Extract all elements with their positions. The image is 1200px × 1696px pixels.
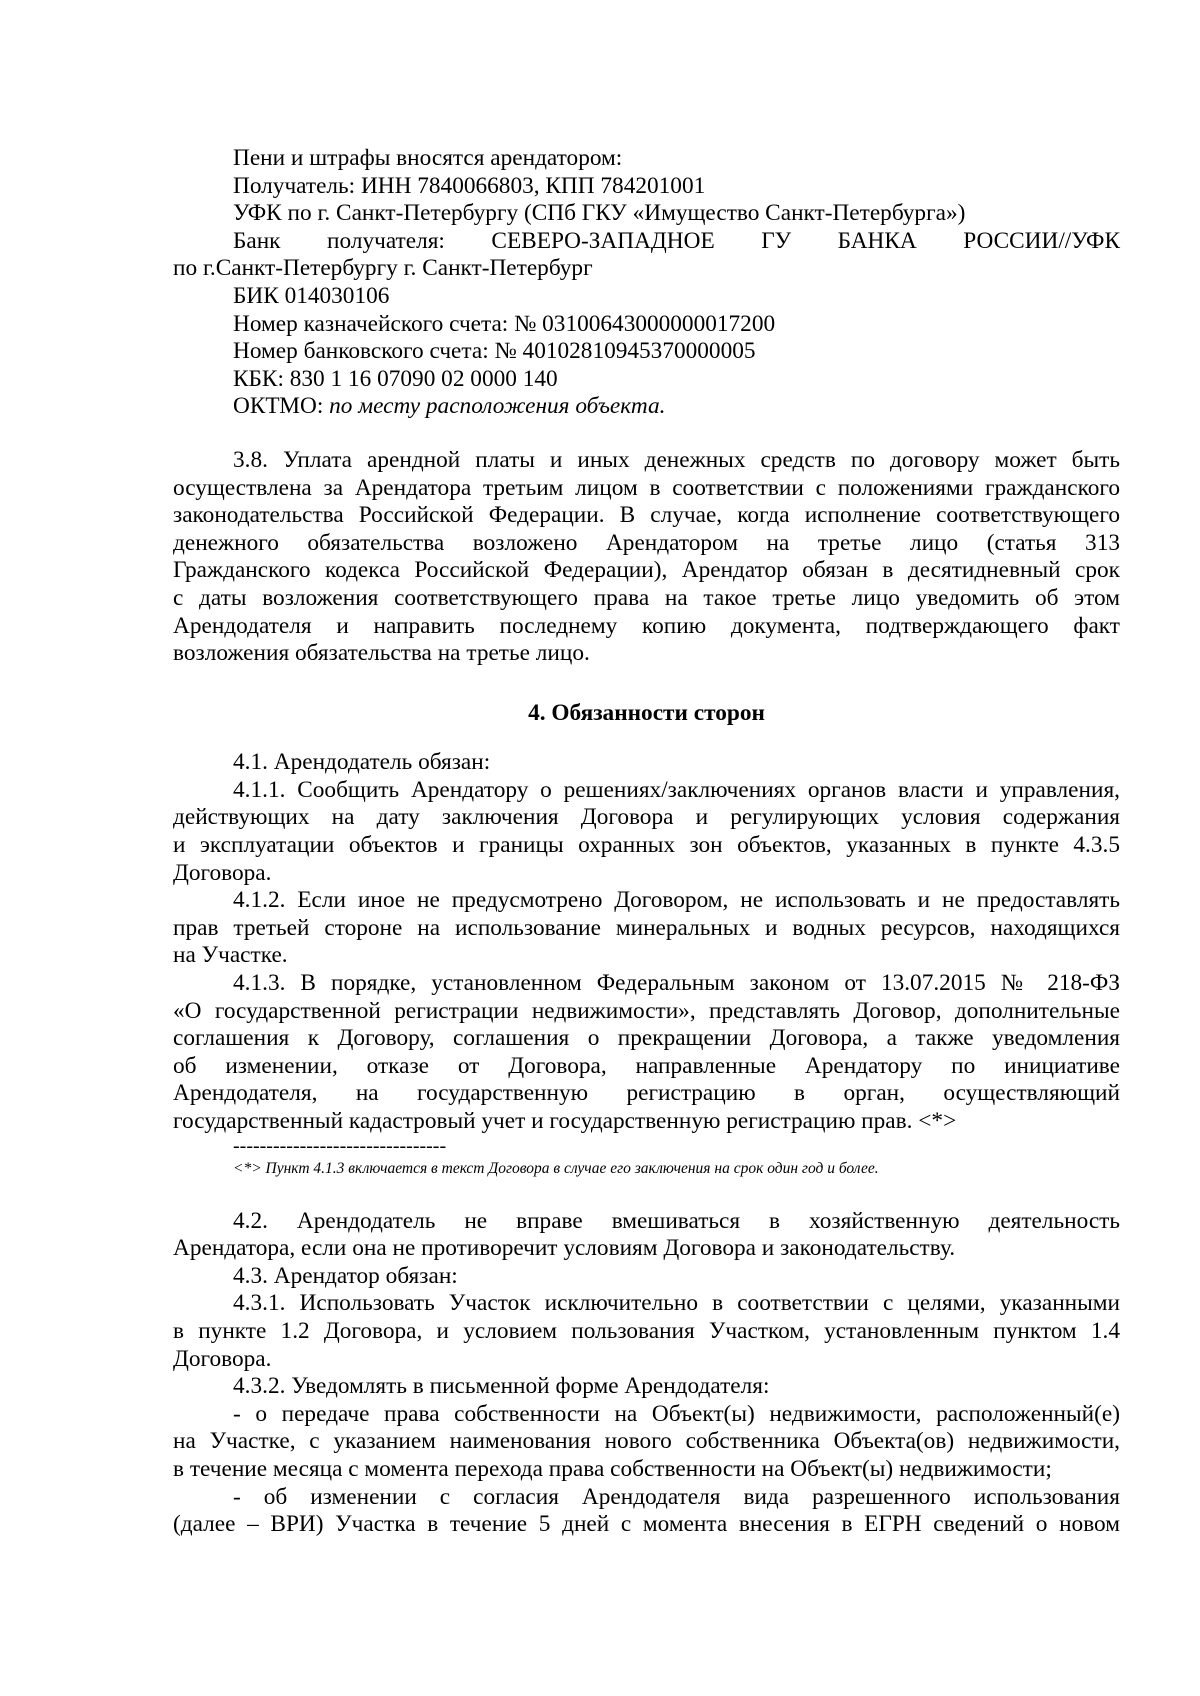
recipient-line: Получатель: ИНН 7840066803, КПП 784201001	[233, 172, 706, 199]
p411-line: Договора.	[173, 859, 272, 886]
treasury-account-line: Номер казначейского счета: № 03100643000000017200	[233, 310, 776, 337]
p38-line: Гражданского кодекса Российской Федерации), Арендатор обязан в десятидневный срок	[173, 557, 1120, 584]
p411-line: и эксплуатации объектов и границы охранных зон объектов, указанных в пункте 4.3.5	[173, 832, 1120, 859]
paragraph-4-2	[173, 1208, 1120, 1263]
p412-line: прав третьей стороне на использование минеральных и водных ресурсов, находящихся	[173, 914, 1120, 941]
paragraph-3-8	[173, 447, 1120, 668]
section-4-heading: 4. Обязанности сторон	[528, 699, 765, 726]
footnote-separator: --------------------------------	[233, 1134, 447, 1157]
p43: 4.3. Арендатор обязан:	[233, 1262, 458, 1289]
paragraph-4-1-1	[173, 777, 1120, 887]
p432a-line: на Участке, с указанием наименования нового собственника Объекта(ов) недвижимости,	[173, 1428, 1120, 1455]
bik-line: БИК 014030106	[233, 282, 390, 309]
p432b-line: (далее – ВРИ) Участка в течение 5 дней с момента внесения в ЕГРН сведений о новом	[173, 1511, 1120, 1538]
payment-details	[173, 145, 1120, 421]
p432a-line: в течение месяца с момента перехода права собственности на Объект(ы) недвижимости;	[173, 1455, 1052, 1482]
p413-line: «О государственной регистрации недвижимости», представлять Договор, дополнительные	[173, 997, 1120, 1024]
p413-line: государственный кадастровый учет и государственную регистрацию прав. <*>	[173, 1108, 957, 1134]
bank-line: Банк получателя: СЕВЕРО-ЗАПАДНОЕ ГУ БАНКА РОССИИ//УФК	[233, 227, 1120, 254]
paragraph-4-3-2-b	[173, 1484, 1120, 1539]
oktmo-label: ОКТМО:	[233, 393, 324, 420]
p432: 4.3.2. Уведомлять в письменной форме Арендодателя:	[233, 1373, 770, 1400]
p38-line: законодательства Российской Федерации. В случае, когда исполнение соответствующего	[173, 502, 1120, 529]
p38-line: Арендодателя и направить последнему копию документа, подтверждающего факт	[173, 612, 1120, 639]
document-body	[173, 145, 1120, 1539]
p412-line: 4.1.2. Если иное не предусмотрено Договором, не использовать и не предоставлять	[233, 887, 1120, 914]
ufk-line: УФК по г. Санкт-Петербургу (СПб ГКУ «Имущество Санкт-Петербурга»)	[233, 200, 966, 227]
p411-line: 4.1.1. Сообщить Арендатору о решениях/заключениях органов власти и управления,	[233, 776, 1120, 803]
oktmo-line	[173, 393, 1120, 421]
p42-line: 4.2. Арендодатель не вправе вмешиваться в хозяйственную деятельность	[233, 1207, 1120, 1234]
bank-city-line: по г.Санкт-Петербургу г. Санкт-Петербург	[173, 255, 593, 282]
paragraph-4-3-2-a	[173, 1401, 1120, 1484]
p432a-line: - о передаче права собственности на Объект(ы) недвижимости, расположенный(е)	[233, 1400, 1120, 1427]
kbk-line: КБК: 830 1 16 07090 02 0000 140	[233, 365, 558, 392]
paragraph-4-3-1	[173, 1290, 1120, 1373]
p411-line: действующих на дату заключения Договора и регулирующих условия содержания	[173, 804, 1120, 831]
p413-line: соглашения к Договору, соглашения о прекращении Договора, а также уведомления	[173, 1025, 1120, 1052]
p41: 4.1. Арендодатель обязан:	[233, 749, 491, 776]
p413-line: Арендодателя, на государственную регистрацию в орган, осуществляющий	[173, 1080, 1120, 1107]
footnote: <*> Пункт 4.1.3 включается в текст Договора в случае его заключения на срок один год и более.	[233, 1159, 879, 1177]
p38-line: возложения обязательства на третье лицо.	[173, 640, 590, 667]
paragraph-4-1-2	[173, 887, 1120, 970]
p38-line: 3.8. Уплата арендной платы и иных денежных средств по договору может быть	[233, 446, 1120, 473]
p42-line: Арендатора, если она не противоречит условиям Договора и законодательству.	[173, 1235, 956, 1262]
p38-line: с даты возложения соответствующего права на такое третье лицо уведомить об этом	[173, 584, 1120, 611]
p38-line: осуществлена за Арендатора третьим лицом в соответствии с положениями гражданского	[173, 474, 1120, 501]
p431-line: Договора.	[173, 1345, 272, 1372]
p412-line: на Участке.	[173, 942, 288, 969]
p432b-line: - об изменении с согласия Арендодателя вида разрешенного использования	[233, 1483, 1120, 1510]
p413-line: об изменении, отказе от Договора, направленные Арендатору по инициативе	[173, 1052, 1120, 1079]
p38-line: денежного обязательства возложено Арендатором на третье лицо (статья 313	[173, 529, 1120, 556]
p413-line: 4.1.3. В порядке, установленном Федеральным законом от 13.07.2015 № 218-ФЗ	[233, 970, 1120, 997]
penalty-line: Пени и штрафы вносятся арендатором:	[233, 145, 623, 171]
oktmo-value: по месту расположения объекта.	[329, 393, 666, 420]
bank-account-line: Номер банковского счета: № 40102810945370000005	[233, 338, 756, 365]
p431-line: в пункте 1.2 Договора, и условием пользования Участком, установленным пунктом 1.4	[173, 1317, 1120, 1344]
paragraph-4-1-3	[173, 970, 1120, 1136]
p431-line: 4.3.1. Использовать Участок исключительно в соответствии с целями, указанными	[233, 1290, 1120, 1317]
